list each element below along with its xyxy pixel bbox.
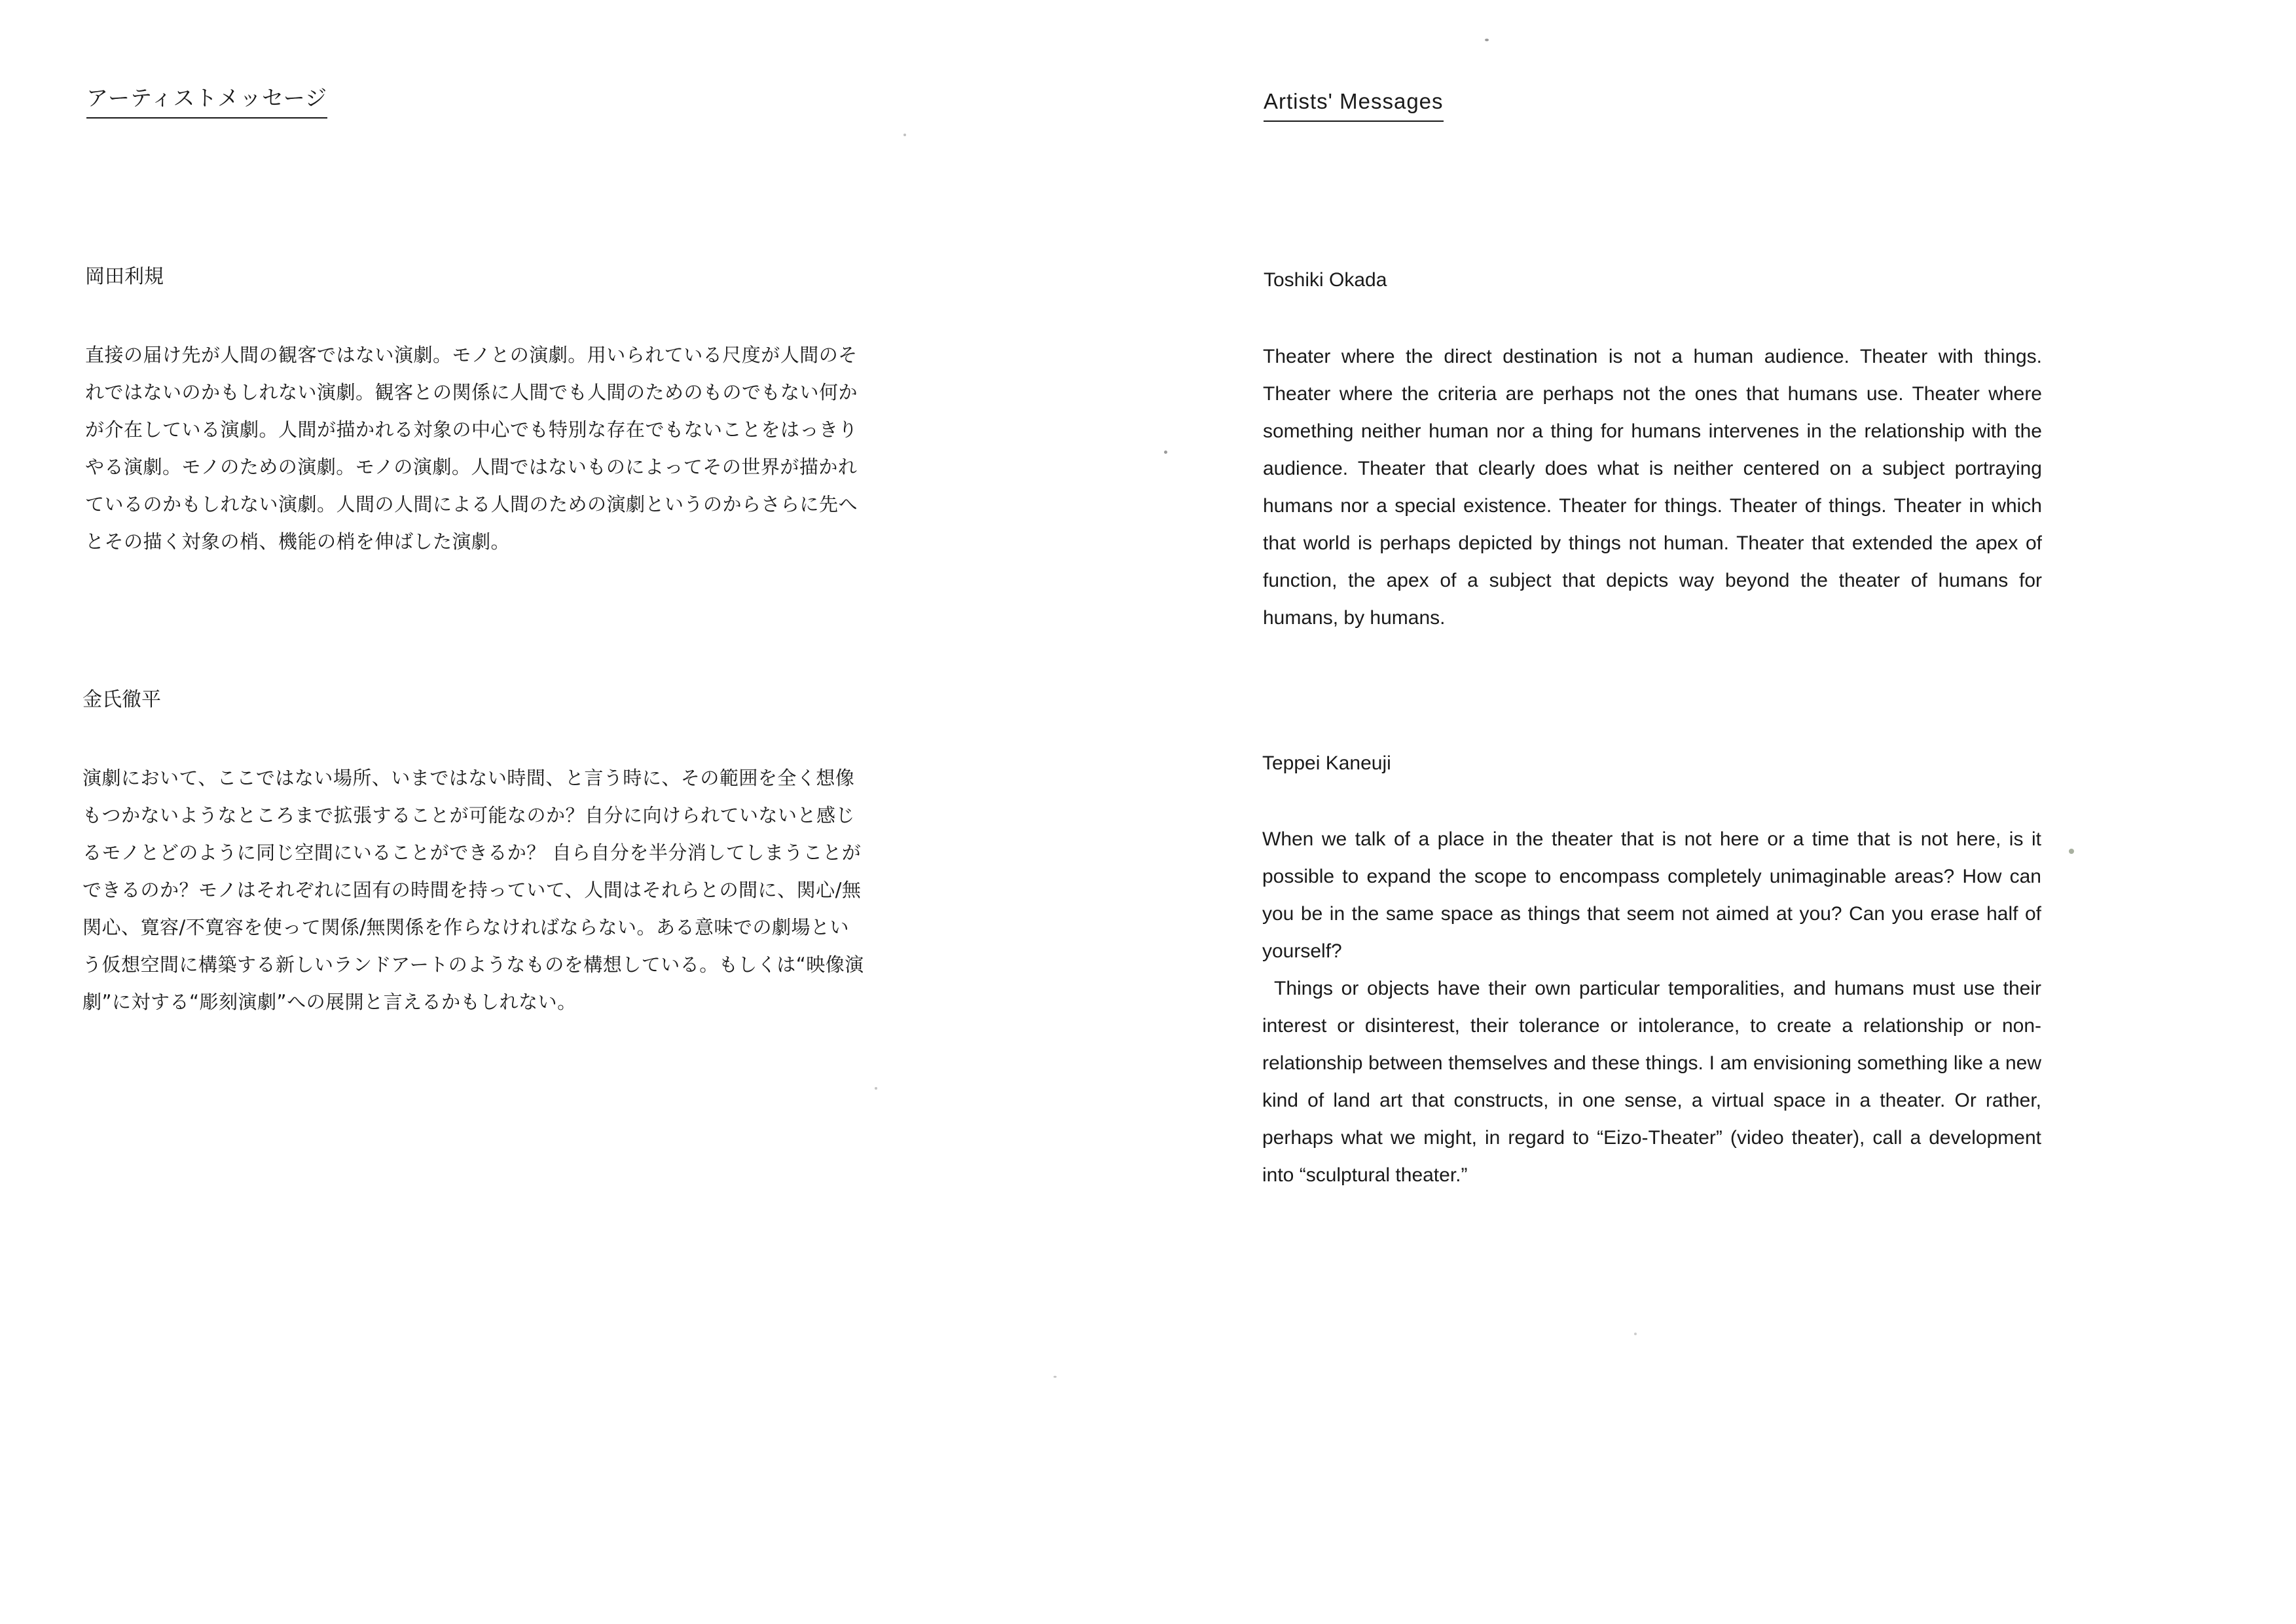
message-paragraph: Things or objects have their own particular temporalities, and humans must use their interest or disinterest, their tolerance or intolerance, to create a relationship or non-relationship between themselves and these things. I am envisioning something like a new kind of land art that constructs, in one sense, a virtual space in a theater. Or rather, perhaps what we might, in regard to “Eizo-Theater” (video theater), call a development into “sculptural theater.” xyxy=(1262,978,2041,1186)
artist-name-kaneuji-jp: 金氏徹平 xyxy=(82,688,161,711)
section-title-jp: アーティストメッセージ xyxy=(86,85,327,119)
section-title-en: Artists' Messages xyxy=(1264,88,1444,122)
scan-speck xyxy=(1634,1333,1637,1335)
artist-message-okada-jp: 直接の届け先が人間の観客ではない演劇。モノとの演劇。用いられている尺度が人間のそれではないのかもしれない演劇。観客との関係に人間でも人間のためのものでもない何かが介在している演劇。人間が描かれる対象の中心でも特別な存在でもないことをはっきりやる演劇。モノのための演劇。モノの演劇。人間ではないものによってその世界が描かれているのかもしれない演劇。人間の人間による人間のための演劇というのからさらに先へとその描く対象の梢、機能の梢を伸ばした演劇。 xyxy=(85,344,858,553)
scan-speck xyxy=(903,134,906,136)
artist-message-kaneuji-jp: 演劇において、ここではない場所、いまではない時間、と言う時に、その範囲を全く想像もつかないようなところまで拡張することが可能なのか？自分に向けられていないと感じるモノとどのように同じ空間にいることができるか？ 自ら自分を半分消してしまうことができるのか？モノはそれぞれに固有の時間を持っていて、人間はそれらとの間に、関心/無関心、寛容/不寛容を使って関係/無関係を作らなければならない。ある意味での劇場という仮想空間に構築する新しいランドアートのようなものを構想している。もしくは“映像演劇”に対する“彫刻演劇”への展開と言えるかもしれない。 xyxy=(82,767,864,1013)
scan-speck xyxy=(2069,849,2074,854)
scan-speck xyxy=(1164,451,1167,454)
artist-name-kaneuji-en: Teppei Kaneuji xyxy=(1262,752,1391,774)
artist-name-okada-en: Toshiki Okada xyxy=(1264,269,1387,291)
artist-message-kaneuji-en xyxy=(1262,821,2041,1194)
scan-speck xyxy=(875,1087,877,1090)
artist-name-okada-jp: 岡田利規 xyxy=(85,265,164,288)
artist-message-okada-en xyxy=(1263,338,2042,637)
message-paragraph: Theater where the direct destination is not a human audience. Theater with things. Theater where the criteria are perhaps not the ones that humans use. Theater where something neither human nor a thing for humans intervenes in the relationship with the audience. Theater that clearly does what is neither centered on a subject portraying humans nor a special existence. Theater for things. Theater of things. Theater in which that world is perhaps depicted by things not human. Theater that extended the apex of function, the apex of a subject that depicts way beyond the theater of humans for humans, by humans. xyxy=(1263,346,2042,629)
message-paragraph: When we talk of a place in the theater that is not here or a time that is not here, is it possible to expand the scope to encompass completely unimaginable areas? How can you be in the same space as things that seem not aimed at you? Can you erase half of yourself? xyxy=(1262,828,2041,962)
scan-speck xyxy=(1053,1376,1057,1378)
scan-speck xyxy=(1485,39,1489,41)
right-page-english xyxy=(1148,0,2296,1624)
